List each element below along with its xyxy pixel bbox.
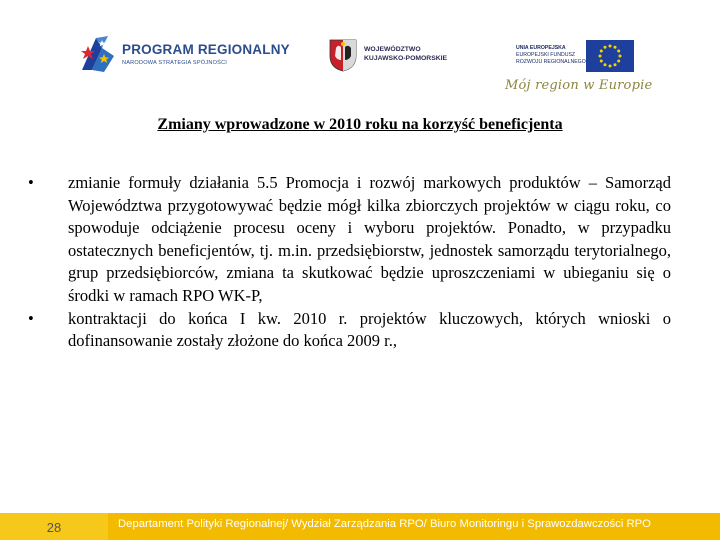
wojewodztwo-logo-line2: KUJAWSKO-POMORSKIE bbox=[364, 55, 448, 62]
wojewodztwo-logo-line1: WOJEWÓDZTWO bbox=[364, 46, 421, 53]
bullet-item bbox=[26, 308, 671, 353]
program-logo-subtitle: NARODOWA STRATEGIA SPÓJNOŚCI bbox=[122, 60, 228, 66]
bullet-list bbox=[26, 172, 671, 353]
wojewodztwo-logo bbox=[328, 38, 478, 72]
footer-department-text: Departament Polityki Regionalnej/ Wydział Zarządzania RPO/ Biuro Monitoringu i Sprawozdawczości RPO bbox=[118, 518, 651, 530]
page-number: 28 bbox=[0, 513, 108, 540]
footer-bar bbox=[0, 513, 720, 540]
bullet-item bbox=[26, 172, 671, 308]
program-regionalny-logo bbox=[78, 32, 290, 76]
program-regionalny-emblem-icon bbox=[78, 32, 118, 76]
eu-logo bbox=[516, 40, 641, 74]
program-logo-title: PROGRAM REGIONALNY bbox=[122, 42, 290, 57]
bullet-text: kontraktacji do końca I kw. 2010 r. projektów kluczowych, których wnioski o dofinansowanie zostały złożone do końca 2009 r., bbox=[68, 308, 671, 351]
bullet-icon: • bbox=[28, 308, 34, 328]
header-logo-bar bbox=[0, 0, 720, 105]
bullet-text: zmianie formuły działania 5.5 Promocja i rozwój markowych produktów – Samorząd Województwa przygotowywać będzie mógł kilka zbiorczych projektów w ciągu roku, co spowoduje odciążenie procesu oceny i wyboru projektów. Ponadto, w przypadku ostatecznych beneficjentów, tj. m.in. przedsiębiorstw, jednostek samorządu terytorialnego, grup przedsiębiorców, zmiana ta skutkować będzie uproszczeniami w ubieganiu się o środki w ramach RPO WK-P, bbox=[68, 173, 671, 305]
eu-logo-line2: EUROPEJSKI FUNDUSZ bbox=[516, 52, 576, 58]
eu-logo-line3: ROZWOJU REGIONALNEGO bbox=[516, 59, 586, 65]
slide-title: Zmiany wprowadzone w 2010 roku na korzyść beneficjenta bbox=[157, 116, 563, 133]
slogan-moj-region: Mój region w Europie bbox=[505, 78, 653, 93]
bullet-icon: • bbox=[28, 173, 34, 192]
coat-of-arms-icon bbox=[328, 38, 358, 72]
eu-flag-icon bbox=[586, 40, 634, 72]
eu-logo-line1: UNIA EUROPEJSKA bbox=[516, 45, 566, 51]
